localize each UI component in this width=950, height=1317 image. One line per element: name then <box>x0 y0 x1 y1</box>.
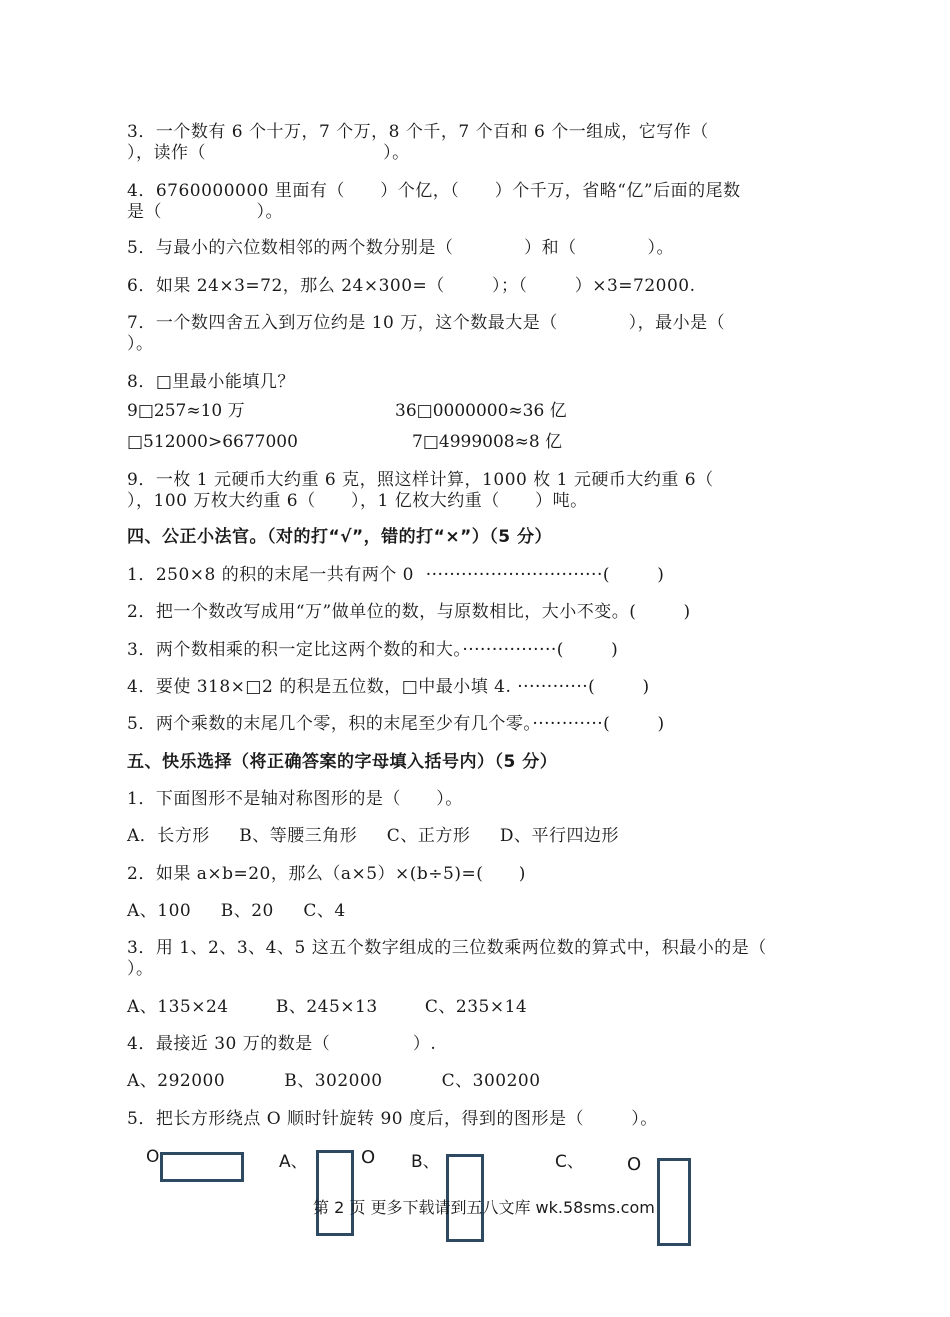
q8-item-a: 9□257≈10 万 <box>127 401 245 421</box>
question-line: 4．6760000000 里面有（ ）个亿，（ ）个千万，省略“亿”后面的尾数 <box>127 181 741 201</box>
question-line: A、135×24 B、245×13 C、235×14 <box>127 997 528 1017</box>
option-a-label: A、 <box>279 1152 308 1172</box>
question-line: 4．要使 318×□2 的积是五位数，□中最小填 4. ············( ) <box>127 677 650 697</box>
option-c-label: C、 <box>555 1152 584 1172</box>
option-b-label: B、 <box>411 1152 440 1172</box>
option-a-rectangle <box>316 1150 354 1236</box>
question-line: 2．如果 a×b=20，那么（a×5）×(b÷5)=( ) <box>127 864 526 884</box>
q8-item-d: 7□4999008≈8 亿 <box>412 432 563 452</box>
option-c-point-o: O <box>627 1154 642 1175</box>
question-line: 7．一个数四舍五入到万位约是 10 万，这个数最大是（ ），最小是（ <box>127 313 726 333</box>
option-a-point-o: O <box>361 1147 376 1168</box>
question-line: 3．用 1、2、3、4、5 这五个数字组成的三位数乘两位数的算式中，积最小的是（ <box>127 938 767 958</box>
question-line: ），读作（ ）。 <box>127 143 410 163</box>
question-line: 4．最接近 30 万的数是（ ）. <box>127 1034 437 1054</box>
question-line: 是（ ）。 <box>127 202 283 222</box>
q8-item-c: □512000>6677000 <box>127 432 298 452</box>
option-c-rectangle <box>657 1158 691 1246</box>
question-line: A、100 B、20 C、4 <box>127 901 346 921</box>
question-line: ）。 <box>127 334 154 354</box>
question-line: ）。 <box>127 959 154 979</box>
question-line: 5．与最小的六位数相邻的两个数分别是（ ）和（ ）。 <box>127 238 675 258</box>
question-line: 6．如果 24×3=72，那么 24×300=（ ）；（ ）×3=72000. <box>127 276 696 296</box>
question-line: 1．250×8 的积的末尾一共有两个 0 ······························( ) <box>127 565 665 585</box>
question-line: 2．把一个数改写成用“万”做单位的数，与原数相比，大小不变。( ) <box>127 602 691 622</box>
question-line: A、292000 B、302000 C、300200 <box>127 1071 541 1091</box>
point-o-label: O <box>146 1147 160 1167</box>
question-line: 9．一枚 1 元硬币大约重 6 克，照这样计算，1000 枚 1 元硬币大约重 6（ <box>127 470 714 490</box>
question-line: 3．一个数有 6 个十万，7 个万，8 个千，7 个百和 6 个一组成，它写作（ <box>127 122 709 142</box>
section-heading: 四、公正小法官。（对的打“√”，错的打“×”）（5 分） <box>127 527 553 547</box>
question-line: 5．两个乘数的末尾几个零，积的末尾至少有几个零。············( ) <box>127 714 665 734</box>
question-line: 8．□里最小能填几？ <box>127 372 295 392</box>
question-line: ），100 万枚大约重 6（ ），1 亿枚大约重（ ）吨。 <box>127 491 588 511</box>
page-footer: 第 2 页 更多下载请到五八文库 wk.58sms.com <box>313 1198 655 1217</box>
question-line: 3．两个数相乘的积一定比这两个数的和大。················( ) <box>127 640 619 660</box>
question-line: A．长方形 B、等腰三角形 C、正方形 D、平行四边形 <box>127 826 619 846</box>
section-heading: 五、快乐选择（将正确答案的字母填入括号内）（5 分） <box>127 752 558 772</box>
original-rectangle <box>160 1152 244 1182</box>
q8-item-b: 36□0000000≈36 亿 <box>395 401 567 421</box>
question-line: 5．把长方形绕点 O 顺时针旋转 90 度后，得到的图形是（ ）。 <box>127 1109 658 1129</box>
question-line: 1．下面图形不是轴对称图形的是（ ）。 <box>127 789 463 809</box>
